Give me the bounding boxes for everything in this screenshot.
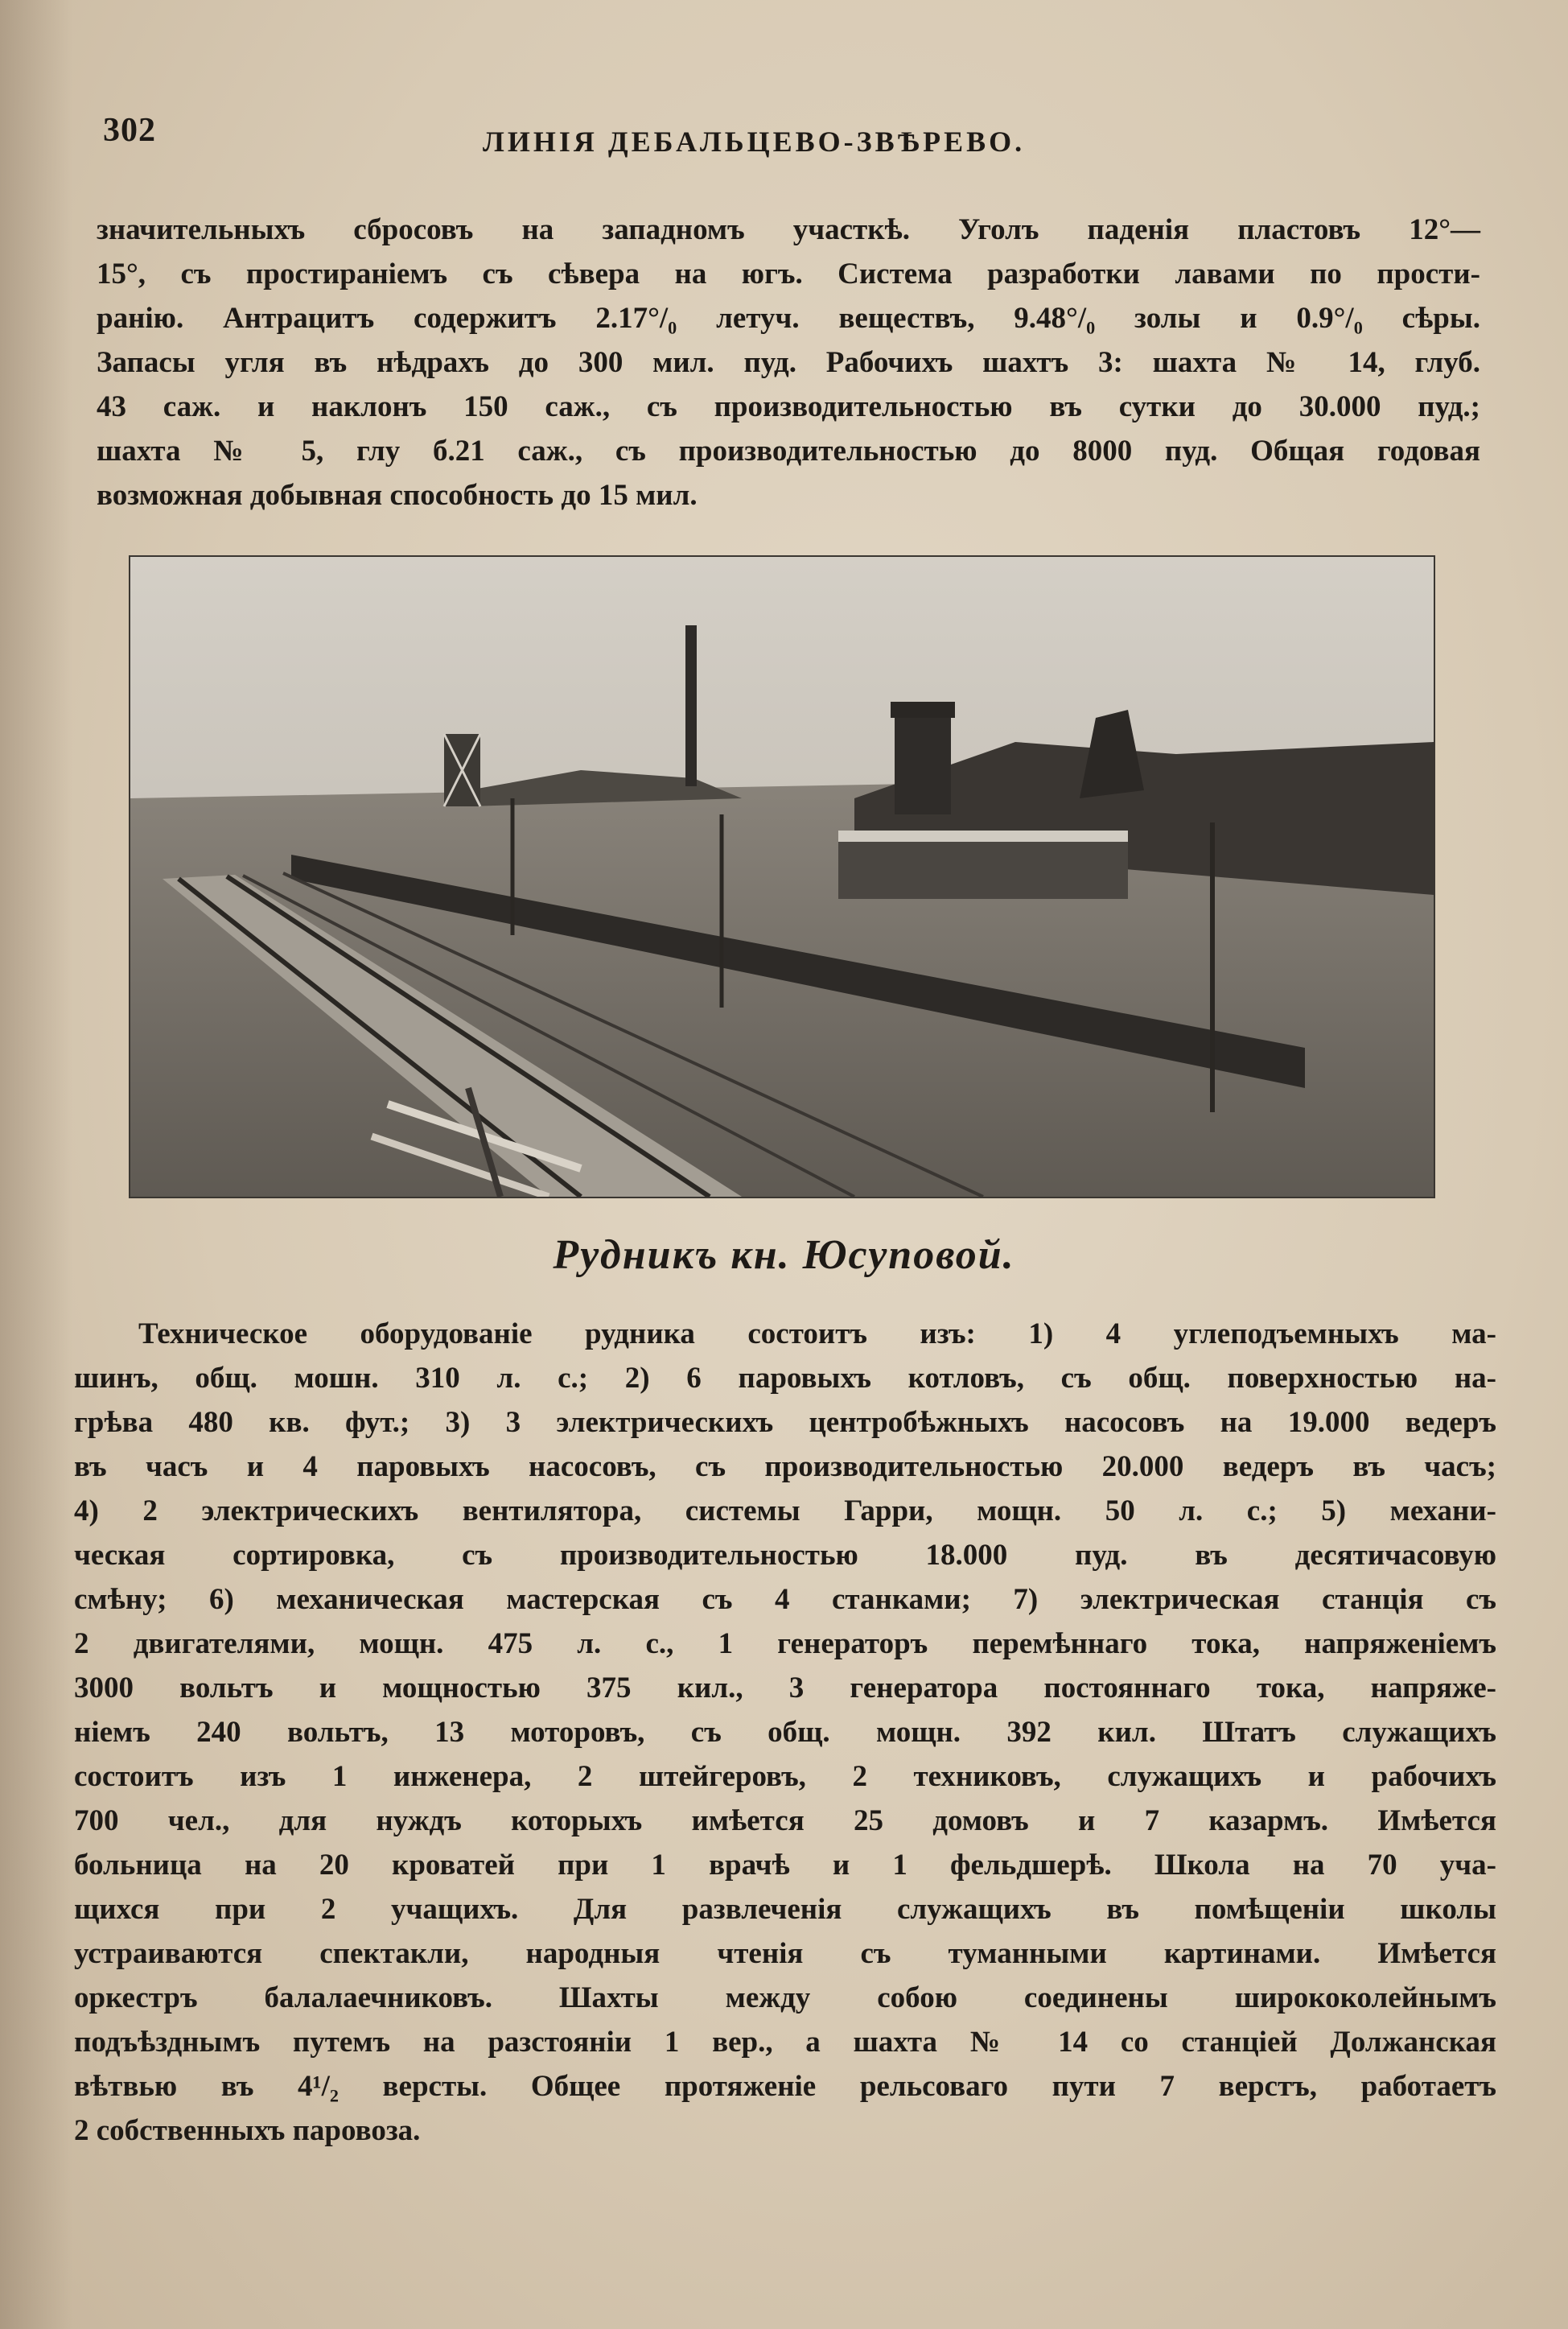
bottom-paragraph — [74, 1312, 1496, 2153]
text-line: Запасы угля въ нѣдрахъ до 300 мил. пуд. Рабочихъ шахтъ 3: шахта № 14, глуб. — [97, 346, 1480, 379]
page-edge-shadow — [0, 0, 72, 2329]
text-line: въ часъ и 4 паровыхъ насосовъ, съ производительностью 20.000 ведеръ въ часъ; — [74, 1450, 1496, 1483]
text-line: шинъ, общ. мошн. 310 л. с.; 2) 6 паровыхъ котловъ, съ общ. поверхностью на- — [74, 1362, 1496, 1395]
text-line: значительныхъ сбросовъ на западномъ участкѣ. Уголъ паденія пластовъ 12°— — [97, 213, 1480, 246]
page-number: 302 — [103, 112, 156, 149]
text-line: шахта № 5, глу б.21 саж., съ производительностью до 8000 пуд. Общая годовая — [97, 435, 1480, 468]
mine-photograph — [129, 555, 1435, 1198]
text-line: оркестръ балалаечниковъ. Шахты между собою соединены ширококолейнымъ — [74, 1981, 1496, 2014]
text-line: 700 чел., для нуждъ которыхъ имѣется 25 домовъ и 7 казармъ. Имѣется — [74, 1804, 1496, 1837]
text-line: состоитъ изъ 1 инженера, 2 штейгеровъ, 2 техниковъ, служащихъ и рабочихъ — [74, 1760, 1496, 1793]
text-line: вѣтвью въ 4¹/₂ версты. Общее протяженіе рельсоваго пути 7 верстъ, работаетъ — [74, 2070, 1496, 2103]
running-title: ЛИНІЯ ДЕБАЛЬЦЕВО-ЗВѢРЕВО. — [483, 126, 1026, 158]
text-line: смѣну; 6) механическая мастерская съ 4 станками; 7) электрическая станція съ — [74, 1583, 1496, 1616]
text-line: ніемъ 240 вольтъ, 13 моторовъ, съ общ. мощн. 392 кил. Штатъ служащихъ — [74, 1716, 1496, 1749]
text-line: устраиваются спектакли, народныя чтенія съ туманными картинами. Имѣется — [74, 1937, 1496, 1970]
text-line: щихся при 2 учащихъ. Для развлеченія служащихъ въ помѣщеніи школы — [74, 1893, 1496, 1926]
text-line: ранію. Антрацитъ содержитъ 2.17°/₀ летуч. веществъ, 9.48°/₀ золы и 0.9°/₀ сѣры. — [97, 302, 1480, 335]
text-line: 2 собственныхъ паровоза. — [74, 2114, 421, 2147]
text-line: 3000 вольтъ и мощностью 375 кил., 3 генератора постояннаго тока, напряже- — [74, 1672, 1496, 1704]
text-line: 2 двигателями, мощн. 475 л. с., 1 генераторъ перемѣннаго тока, напряженіемъ — [74, 1627, 1496, 1660]
figure-caption: Рудникъ кн. Юсуповой. — [553, 1232, 1015, 1278]
text-line: возможная добывная способность до 15 мил. — [97, 479, 698, 512]
text-line: подъѣзднымъ путемъ на разстояніи 1 вер., а шахта № 14 со станціей Должанская — [74, 2026, 1496, 2059]
text-line: 4) 2 электрическихъ вентилятора, системы Гарри, мощн. 50 л. с.; 5) механи- — [74, 1494, 1496, 1527]
top-paragraph — [97, 208, 1480, 517]
text-line: грѣва 480 кв. фут.; 3) 3 электрическихъ центробѣжныхъ насосовъ на 19.000 ведеръ — [74, 1406, 1496, 1439]
text-line: больница на 20 кроватей при 1 врачѣ и 1 фельдшерѣ. Школа на 70 уча- — [74, 1849, 1496, 1882]
text-line: 43 саж. и наклонъ 150 саж., съ производительностью въ сутки до 30.000 пуд.; — [97, 390, 1480, 423]
text-line: Техническое оборудованіе рудника состоитъ изъ: 1) 4 углеподъемныхъ ма- — [138, 1317, 1496, 1350]
text-line: 15°, съ простираніемъ съ сѣвера на югъ. Система разработки лавами по прости- — [97, 258, 1480, 291]
text-line: ческая сортировка, съ производительностью 18.000 пуд. въ десятичасовую — [74, 1539, 1496, 1572]
